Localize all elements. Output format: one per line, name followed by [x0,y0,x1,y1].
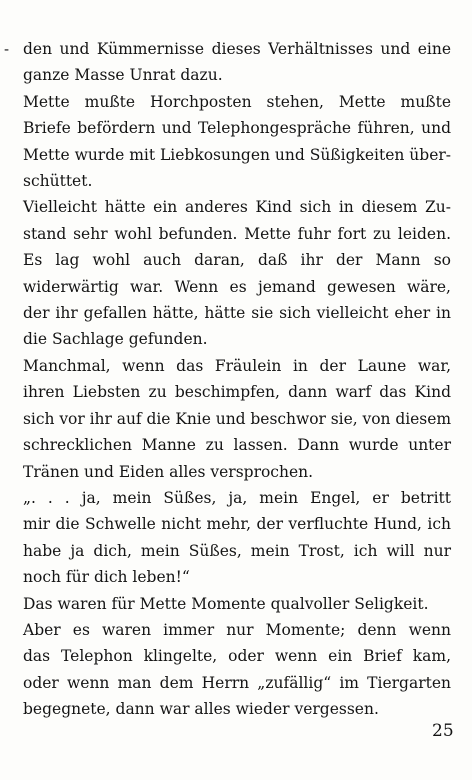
text-line: schrecklichen Manne zu lassen. Dann wurde unter [23,436,451,455]
text-line: Briefe befördern und Telephongespräche führen, und [23,119,451,138]
page-number: 25 [432,721,454,741]
paragraph [23,194,451,352]
text-line: die Sachlage gefunden. [23,330,208,349]
paragraph [23,36,451,89]
text-line: begegnete, dann war alles wieder vergessen. [23,700,379,719]
paragraph [23,89,451,195]
text-line: Mette mußte Horchposten stehen, Mette mußte [23,92,451,111]
text-line: Vielleicht hätte ein anderes Kind sich in diesem Zu- [23,198,451,217]
text-line: schüttet. [23,172,93,191]
text-line: Aber es waren immer nur Momente; denn wenn [23,620,451,639]
text-line: Das waren für Mette Momente qualvoller Seligkeit. [23,594,429,613]
text-line: stand sehr wohl befunden. Mette fuhr fort zu leiden. [23,224,451,243]
text-line: „. . . ja, mein Süßes, ja, mein Engel, er betritt [23,488,451,507]
text-line: Es lag wohl auch daran, daß ihr der Mann so [23,251,451,270]
margin-mark: - [4,40,10,58]
text-line: noch für dich leben!“ [23,568,190,587]
paragraph [23,591,451,617]
text-line: der ihr gefallen hätte, hätte sie sich vielleicht eher in [23,304,451,323]
text-line: ihren Liebsten zu beschimpfen, dann warf das Kind [23,383,451,402]
text-line: oder wenn man dem Herrn „zufällig“ im Tiergarten [23,673,451,692]
text-line: ganze Masse Unrat dazu. [23,66,223,85]
text-line: den und Kümmernisse dieses Verhältnisses und eine [23,40,451,58]
text-line: mir die Schwelle nicht mehr, der verfluchte Hund, ich [23,515,451,534]
text-line: widerwärtig war. Wenn es jemand gewesen wäre, [23,277,451,296]
paragraph [23,485,451,591]
paragraph [23,353,451,485]
text-line: habe ja dich, mein Süßes, mein Trost, ich will nur [23,541,451,560]
body-text [23,36,451,723]
text-line: das Telephon klingelte, oder wenn ein Brief kam, [23,647,451,666]
paragraph [23,617,451,723]
text-line: Mette wurde mit Liebkosungen und Süßigkeiten über- [23,145,451,164]
text-line: Tränen und Eiden alles versprochen. [23,462,314,481]
text-line: sich vor ihr auf die Knie und beschwor sie, von diesem [23,409,452,428]
text-line: Manchmal, wenn das Fräulein in der Laune war, [23,356,451,375]
